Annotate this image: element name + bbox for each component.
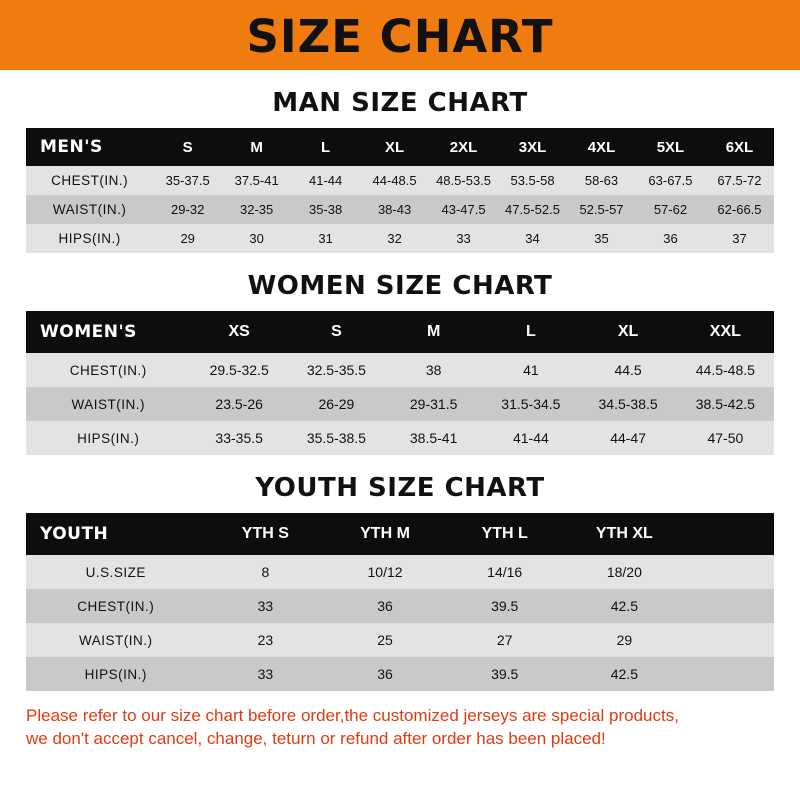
- women-chest-l: 41: [482, 353, 579, 387]
- women-col-m: M: [385, 311, 482, 353]
- women-chest-xl: 44.5: [579, 353, 676, 387]
- men-hips-l: 31: [291, 224, 360, 253]
- men-col-m: M: [222, 128, 291, 166]
- women-hips-xxl: 47-50: [677, 421, 774, 455]
- men-waist-2xl: 43-47.5: [429, 195, 498, 224]
- men-hips-s: 29: [153, 224, 222, 253]
- women-col-xxl: XXL: [677, 311, 774, 353]
- women-hips-m: 38.5-41: [385, 421, 482, 455]
- table-row: [26, 555, 774, 589]
- women-hips-s: 35.5-38.5: [288, 421, 385, 455]
- men-chest-2xl: 48.5-53.5: [429, 166, 498, 195]
- men-chest-3xl: 53.5-58: [498, 166, 567, 195]
- disclaimer-line-2: we don't accept cancel, change, teturn or refund after order has been placed!: [26, 728, 606, 748]
- men-waist-xl: 38-43: [360, 195, 429, 224]
- youth-col-m: YTH M: [325, 513, 445, 555]
- table-row: [26, 657, 774, 691]
- table-row: [26, 623, 774, 657]
- men-col-4xl: 4XL: [567, 128, 636, 166]
- youth-waist-s: 23: [206, 623, 326, 657]
- women-hips-xs: 33-35.5: [191, 421, 288, 455]
- youth-col-s: YTH S: [206, 513, 326, 555]
- men-chest-s: 35-37.5: [153, 166, 222, 195]
- women-row-hips-label: HIPS(IN.): [26, 421, 191, 455]
- youth-hips-xl: 42.5: [565, 657, 685, 691]
- men-waist-l: 35-38: [291, 195, 360, 224]
- men-col-6xl: 6XL: [705, 128, 774, 166]
- men-hips-2xl: 33: [429, 224, 498, 253]
- table-row: [26, 195, 774, 224]
- women-col-xs: XS: [191, 311, 288, 353]
- men-waist-3xl: 47.5-52.5: [498, 195, 567, 224]
- men-col-l: L: [291, 128, 360, 166]
- table-header-row: [26, 513, 774, 555]
- disclaimer-line-1: Please refer to our size chart before order,the customized jerseys are special products,: [26, 706, 679, 725]
- section-title-youth: YOUTH SIZE CHART: [255, 473, 545, 503]
- men-waist-6xl: 62-66.5: [705, 195, 774, 224]
- table-header-row: [26, 311, 774, 353]
- women-chest-xs: 29.5-32.5: [191, 353, 288, 387]
- youth-hips-s: 33: [206, 657, 326, 691]
- women-hips-l: 41-44: [482, 421, 579, 455]
- youth-waist-m: 25: [325, 623, 445, 657]
- men-hips-6xl: 37: [705, 224, 774, 253]
- youth-col-empty: [684, 513, 774, 555]
- youth-waist-xl: 29: [565, 623, 685, 657]
- table-row: [26, 387, 774, 421]
- page-title: SIZE CHART: [246, 9, 554, 63]
- men-hips-3xl: 34: [498, 224, 567, 253]
- table-header-row: [26, 128, 774, 166]
- youth-hips-m: 36: [325, 657, 445, 691]
- women-waist-xs: 23.5-26: [191, 387, 288, 421]
- youth-hips-empty: [684, 657, 774, 691]
- men-col-3xl: 3XL: [498, 128, 567, 166]
- youth-ussize-xl: 18/20: [565, 555, 685, 589]
- men-row-hips-label: HIPS(IN.): [26, 224, 153, 253]
- women-size-table: [26, 311, 774, 455]
- women-chest-s: 32.5-35.5: [288, 353, 385, 387]
- women-row-label-header: WOMEN'S: [26, 311, 191, 353]
- men-chest-l: 41-44: [291, 166, 360, 195]
- youth-ussize-empty: [684, 555, 774, 589]
- women-col-xl: XL: [579, 311, 676, 353]
- youth-chest-xl: 42.5: [565, 589, 685, 623]
- youth-row-waist-label: WAIST(IN.): [26, 623, 206, 657]
- youth-size-table: [26, 513, 774, 691]
- men-hips-5xl: 36: [636, 224, 705, 253]
- women-chest-m: 38: [385, 353, 482, 387]
- youth-row-ussize-label: U.S.SIZE: [26, 555, 206, 589]
- table-row: [26, 589, 774, 623]
- men-waist-s: 29-32: [153, 195, 222, 224]
- youth-row-chest-label: CHEST(IN.): [26, 589, 206, 623]
- youth-col-xl: YTH XL: [565, 513, 685, 555]
- men-waist-m: 32-35: [222, 195, 291, 224]
- women-chest-xxl: 44.5-48.5: [677, 353, 774, 387]
- youth-chest-empty: [684, 589, 774, 623]
- men-waist-4xl: 52.5-57: [567, 195, 636, 224]
- men-col-xl: XL: [360, 128, 429, 166]
- men-row-chest-label: CHEST(IN.): [26, 166, 153, 195]
- disclaimer-note: [26, 705, 774, 751]
- men-col-2xl: 2XL: [429, 128, 498, 166]
- men-hips-4xl: 35: [567, 224, 636, 253]
- men-chest-5xl: 63-67.5: [636, 166, 705, 195]
- men-chest-xl: 44-48.5: [360, 166, 429, 195]
- section-title-women: WOMEN SIZE CHART: [247, 271, 553, 301]
- men-chest-4xl: 58-63: [567, 166, 636, 195]
- youth-row-hips-label: HIPS(IN.): [26, 657, 206, 691]
- table-row: [26, 353, 774, 387]
- youth-chest-m: 36: [325, 589, 445, 623]
- women-waist-l: 31.5-34.5: [482, 387, 579, 421]
- men-col-s: S: [153, 128, 222, 166]
- men-row-waist-label: WAIST(IN.): [26, 195, 153, 224]
- youth-waist-l: 27: [445, 623, 565, 657]
- table-row: [26, 421, 774, 455]
- men-row-label-header: MEN'S: [26, 128, 153, 166]
- women-col-l: L: [482, 311, 579, 353]
- women-waist-s: 26-29: [288, 387, 385, 421]
- men-chest-m: 37.5-41: [222, 166, 291, 195]
- women-waist-xxl: 38.5-42.5: [677, 387, 774, 421]
- women-row-chest-label: CHEST(IN.): [26, 353, 191, 387]
- women-row-waist-label: WAIST(IN.): [26, 387, 191, 421]
- youth-waist-empty: [684, 623, 774, 657]
- women-col-s: S: [288, 311, 385, 353]
- youth-chest-s: 33: [206, 589, 326, 623]
- women-hips-xl: 44-47: [579, 421, 676, 455]
- charts-content: [0, 88, 800, 691]
- youth-hips-l: 39.5: [445, 657, 565, 691]
- table-row: [26, 166, 774, 195]
- youth-ussize-l: 14/16: [445, 555, 565, 589]
- men-col-5xl: 5XL: [636, 128, 705, 166]
- youth-ussize-s: 8: [206, 555, 326, 589]
- men-hips-xl: 32: [360, 224, 429, 253]
- youth-row-label-header: YOUTH: [26, 513, 206, 555]
- men-size-table: [26, 128, 774, 253]
- table-row: [26, 224, 774, 253]
- section-title-men: MAN SIZE CHART: [272, 88, 528, 118]
- women-waist-m: 29-31.5: [385, 387, 482, 421]
- youth-col-l: YTH L: [445, 513, 565, 555]
- youth-ussize-m: 10/12: [325, 555, 445, 589]
- men-waist-5xl: 57-62: [636, 195, 705, 224]
- men-hips-m: 30: [222, 224, 291, 253]
- men-chest-6xl: 67.5-72: [705, 166, 774, 195]
- women-waist-xl: 34.5-38.5: [579, 387, 676, 421]
- youth-chest-l: 39.5: [445, 589, 565, 623]
- header-banner: [0, 0, 800, 70]
